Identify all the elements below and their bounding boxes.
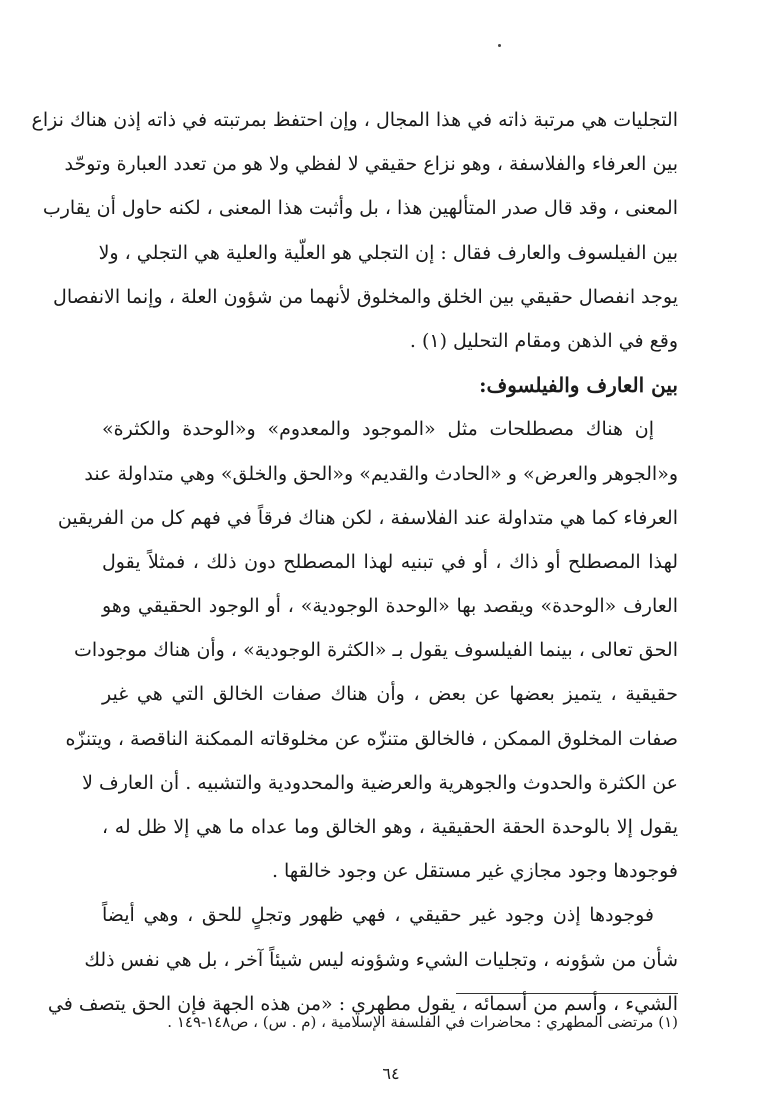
- text-line: وقع في الذهن ومقام التحليل (١) .: [409, 329, 678, 352]
- main-text: [31, 98, 678, 1026]
- text-line: العرفاء كما هي متداولة عند الفلاسفة ، لكن هناك فرقاً في فهم كل من الفريقين: [57, 506, 678, 529]
- text-line: و«الجوهر والعرض» و «الحادث والقديم» و«الحق والخلق» وهي متداولة عند: [84, 462, 678, 485]
- text-line: يقول إلا بالوحدة الحقة الحقيقية ، وهو الخالق وما عداه ما هي إلا ظل له ،: [102, 816, 678, 838]
- page-number: ٦٤: [382, 1064, 400, 1083]
- footnote: (١) مرتضى المطهري : محاضرات في الفلسفة الإسلامية ، (م . س) ، ص١٤٨-١٤٩ .: [167, 1013, 678, 1031]
- text-line: بين الفيلسوف والعارف فقال : إن التجلي هو العلّية والعلية هي التجلي ، ولا: [98, 241, 678, 264]
- text-line: عن الكثرة والحدوث والجوهرية والعرضية والمحدودية والتشبيه . أن العارف لا: [82, 771, 678, 794]
- text-line: فوجودها وجود مجازي غير مستقل عن وجود خالقها .: [271, 860, 678, 883]
- text-line: حقيقية ، يتميز بعضها عن بعض ، وأن هناك صفات الخالق التي هي غير: [102, 683, 678, 706]
- page-speck: [498, 44, 501, 47]
- text-line: الحق تعالى ، بينما الفيلسوف يقول بـ «الكثرة الوجودية» ، وأن هناك موجودات: [73, 639, 678, 662]
- text-line: شأن من شؤونه ، وتجليات الشيء وشؤونه ليس شيئاً آخر ، بل هي نفس ذلك: [84, 948, 678, 971]
- text-line: لهذا المصطلح أو ذاك ، أو في تبنيه لهذا المصطلح دون ذلك ، فمثلاً يقول: [102, 550, 678, 573]
- paragraph-1: [31, 98, 678, 363]
- text-line: المعنى ، وقد قال صدر المتألهين هذا ، بل وأثبت هذا المعنى ، لكنه حاول أن يقارب: [42, 197, 678, 220]
- text-line: بين العرفاء والفلاسفة ، وهو نزاع حقيقي لا لفظي ولا هو من تعدد العبارة وتوحّد: [64, 153, 678, 176]
- paragraph-3: [47, 893, 678, 1026]
- text-line: الشيء ، وأسم من أسمائه ، يقول مطهري : «من هذه الجهة فإن الحق يتصف في: [47, 992, 678, 1015]
- text-line: فوجودها إذن وجود غير حقيقي ، فهي ظهور وتجلٍ للحق ، وهي أيضاً: [102, 904, 654, 927]
- text-line: يوجد انفصال حقيقي بين الخلق والمخلوق لأنهما من شؤون العلة ، وإنما الانفصال: [53, 285, 678, 308]
- text-line: إن هناك مصطلحات مثل «الموجود والمعدوم» و«الوحدة والكثرة»: [102, 418, 654, 441]
- text-line: صفات المخلوق الممكن ، فالخالق متنزّه عن مخلوقاته الممكنة الناقصة ، ويتنزّه: [65, 727, 678, 750]
- text-line: العارف «الوحدة» ويقصد بها «الوحدة الوجودية» ، أو الوجود الحقيقي وهو: [102, 595, 678, 618]
- paragraph-2: [57, 407, 678, 893]
- section-heading: بين العارف والفيلسوف:: [479, 373, 678, 398]
- text-line: التجليات هي مرتبة ذاته في هذا المجال ، وإن احتفظ بمرتبته في ذاته إذن هناك نزاع: [31, 109, 678, 131]
- footnote-separator: [456, 993, 678, 994]
